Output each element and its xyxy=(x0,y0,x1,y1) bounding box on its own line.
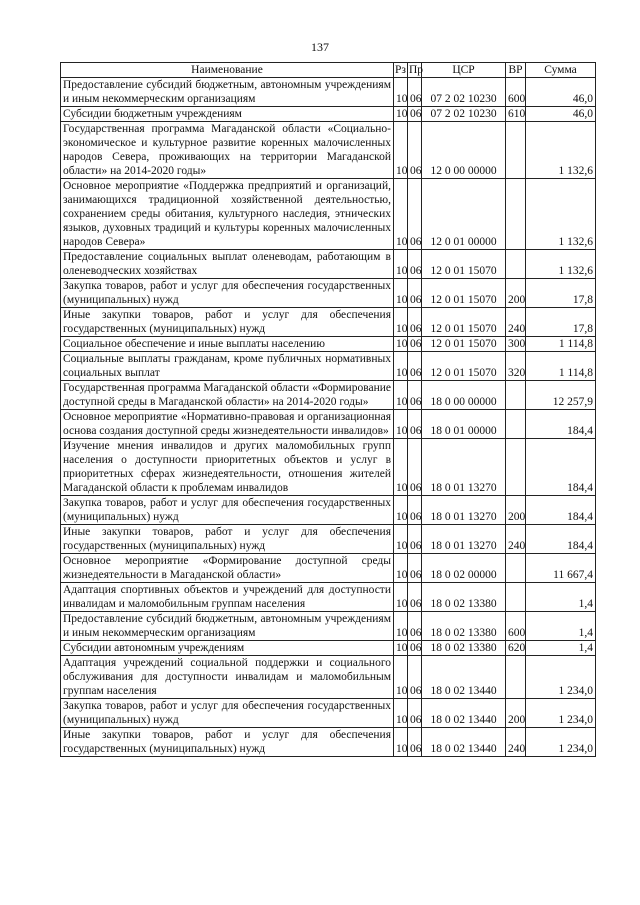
cell-rz: 10 xyxy=(394,699,408,728)
cell-sum: 184,4 xyxy=(526,410,596,439)
cell-vr xyxy=(506,381,526,410)
cell-name: Изучение мнения инвалидов и других маломобильных групп населения о доступности приоритетных объектов и услуг в приоритетных сферах жизнедеятельности, отношения жителей Магаданской области к проблемам инвалидов xyxy=(61,439,394,496)
cell-sum: 1,4 xyxy=(526,641,596,656)
cell-rz: 10 xyxy=(394,179,408,250)
cell-csr: 18 0 02 13440 xyxy=(422,656,506,699)
cell-sum: 17,8 xyxy=(526,279,596,308)
cell-sum: 1 234,0 xyxy=(526,728,596,757)
cell-sum: 1 132,6 xyxy=(526,122,596,179)
cell-vr: 610 xyxy=(506,107,526,122)
cell-pr: 06 xyxy=(408,439,422,496)
table-header xyxy=(61,63,596,78)
cell-rz: 10 xyxy=(394,279,408,308)
cell-csr: 12 0 01 15070 xyxy=(422,337,506,352)
table-row xyxy=(61,699,596,728)
cell-csr: 12 0 00 00000 xyxy=(422,122,506,179)
header-row xyxy=(61,63,596,78)
cell-rz: 10 xyxy=(394,337,408,352)
table-row xyxy=(61,179,596,250)
table-row xyxy=(61,656,596,699)
cell-csr: 12 0 01 15070 xyxy=(422,279,506,308)
cell-rz: 10 xyxy=(394,612,408,641)
cell-name: Субсидии бюджетным учреждениям xyxy=(61,107,394,122)
cell-vr: 240 xyxy=(506,525,526,554)
table-row xyxy=(61,250,596,279)
table-row xyxy=(61,122,596,179)
column-header-pr: Пр xyxy=(409,64,424,76)
cell-vr: 600 xyxy=(506,78,526,107)
cell-pr: 06 xyxy=(408,337,422,352)
cell-vr: 200 xyxy=(506,279,526,308)
cell-csr: 18 0 02 13380 xyxy=(422,612,506,641)
cell-name: Адаптация спортивных объектов и учреждений для доступности инвалидам и маломобильным группам населения xyxy=(61,583,394,612)
table-row xyxy=(61,496,596,525)
cell-rz: 10 xyxy=(394,122,408,179)
cell-csr: 18 0 02 13380 xyxy=(422,641,506,656)
cell-vr xyxy=(506,410,526,439)
cell-pr: 06 xyxy=(408,279,422,308)
column-header-vr: ВР xyxy=(506,63,526,78)
cell-csr: 12 0 01 15070 xyxy=(422,308,506,337)
cell-rz: 10 xyxy=(394,496,408,525)
cell-name: Социальное обеспечение и иные выплаты населению xyxy=(61,337,394,352)
cell-csr: 12 0 01 15070 xyxy=(422,250,506,279)
cell-pr: 06 xyxy=(408,78,422,107)
cell-pr: 06 xyxy=(408,554,422,583)
cell-pr: 06 xyxy=(408,410,422,439)
cell-sum: 1 132,6 xyxy=(526,250,596,279)
cell-vr: 300 xyxy=(506,337,526,352)
column-header-name: Наименование xyxy=(61,63,394,78)
cell-vr: 200 xyxy=(506,496,526,525)
cell-vr xyxy=(506,179,526,250)
table-row xyxy=(61,728,596,757)
cell-name: Субсидии автономным учреждениям xyxy=(61,641,394,656)
cell-sum: 12 257,9 xyxy=(526,381,596,410)
table-row xyxy=(61,107,596,122)
cell-csr: 18 0 02 00000 xyxy=(422,554,506,583)
cell-vr: 240 xyxy=(506,728,526,757)
cell-name: Закупка товаров, работ и услуг для обеспечения государственных (муниципальных) нужд xyxy=(61,279,394,308)
cell-csr: 18 0 01 13270 xyxy=(422,525,506,554)
cell-vr xyxy=(506,554,526,583)
cell-csr: 18 0 02 13380 xyxy=(422,583,506,612)
cell-name: Закупка товаров, работ и услуг для обеспечения государственных (муниципальных) нужд xyxy=(61,699,394,728)
cell-pr: 06 xyxy=(408,728,422,757)
cell-csr: 18 0 02 13440 xyxy=(422,699,506,728)
cell-csr: 18 0 01 13270 xyxy=(422,439,506,496)
cell-sum: 17,8 xyxy=(526,308,596,337)
cell-csr: 18 0 02 13440 xyxy=(422,728,506,757)
cell-vr: 240 xyxy=(506,308,526,337)
column-header-rz: Рз xyxy=(395,64,406,76)
cell-name: Основное мероприятие «Нормативно-правовая и организационная основа создания доступной среды жизнедеятельности инвалидов» xyxy=(61,410,394,439)
cell-rz: 10 xyxy=(394,250,408,279)
cell-rz: 10 xyxy=(394,352,408,381)
cell-rz: 10 xyxy=(394,656,408,699)
cell-name: Иные закупки товаров, работ и услуг для обеспечения государственных (муниципальных) нужд xyxy=(61,308,394,337)
cell-vr: 600 xyxy=(506,612,526,641)
cell-csr: 07 2 02 10230 xyxy=(422,78,506,107)
cell-rz: 10 xyxy=(394,107,408,122)
cell-vr xyxy=(506,656,526,699)
cell-pr: 06 xyxy=(408,122,422,179)
cell-name: Закупка товаров, работ и услуг для обеспечения государственных (муниципальных) нужд xyxy=(61,496,394,525)
table-row xyxy=(61,641,596,656)
cell-sum: 1 114,8 xyxy=(526,352,596,381)
cell-rz: 10 xyxy=(394,583,408,612)
cell-csr: 12 0 01 15070 xyxy=(422,352,506,381)
cell-rz: 10 xyxy=(394,308,408,337)
table-row xyxy=(61,279,596,308)
cell-sum: 184,4 xyxy=(526,525,596,554)
cell-rz: 10 xyxy=(394,381,408,410)
cell-name: Социальные выплаты гражданам, кроме публичных нормативных социальных выплат xyxy=(61,352,394,381)
cell-name: Адаптация учреждений социальной поддержки и социального обслуживания для доступности инвалидам и маломобильным группам населения xyxy=(61,656,394,699)
cell-pr: 06 xyxy=(408,699,422,728)
cell-vr xyxy=(506,583,526,612)
cell-vr xyxy=(506,439,526,496)
cell-pr: 06 xyxy=(408,525,422,554)
cell-rz: 10 xyxy=(394,439,408,496)
cell-sum: 11 667,4 xyxy=(526,554,596,583)
cell-sum: 1 132,6 xyxy=(526,179,596,250)
cell-sum: 1,4 xyxy=(526,583,596,612)
cell-csr: 18 0 00 00000 xyxy=(422,381,506,410)
cell-pr: 06 xyxy=(408,641,422,656)
cell-csr: 07 2 02 10230 xyxy=(422,107,506,122)
table-row xyxy=(61,381,596,410)
cell-name: Иные закупки товаров, работ и услуг для обеспечения государственных (муниципальных) нужд xyxy=(61,728,394,757)
table-row xyxy=(61,525,596,554)
cell-pr: 06 xyxy=(408,107,422,122)
cell-sum: 184,4 xyxy=(526,496,596,525)
cell-name: Предоставление субсидий бюджетным, автономным учреждениям и иным некоммерческим организациям xyxy=(61,78,394,107)
cell-vr: 200 xyxy=(506,699,526,728)
table-row xyxy=(61,439,596,496)
cell-pr: 06 xyxy=(408,656,422,699)
cell-name: Основное мероприятие «Формирование доступной среды жизнедеятельности в Магаданской области» xyxy=(61,554,394,583)
cell-name: Предоставление субсидий бюджетным, автономным учреждениям и иным некоммерческим организациям xyxy=(61,612,394,641)
cell-pr: 06 xyxy=(408,352,422,381)
cell-rz: 10 xyxy=(394,525,408,554)
cell-sum: 184,4 xyxy=(526,439,596,496)
cell-csr: 18 0 01 00000 xyxy=(422,410,506,439)
cell-name: Предоставление социальных выплат оленеводам, работающим в оленеводческих хозяйствах xyxy=(61,250,394,279)
cell-vr: 620 xyxy=(506,641,526,656)
cell-vr xyxy=(506,250,526,279)
table-row xyxy=(61,308,596,337)
cell-sum: 1 114,8 xyxy=(526,337,596,352)
cell-vr: 320 xyxy=(506,352,526,381)
table-row xyxy=(61,554,596,583)
cell-rz: 10 xyxy=(394,410,408,439)
table-row xyxy=(61,337,596,352)
column-header-csr: ЦСР xyxy=(422,63,506,78)
budget-table xyxy=(60,62,596,757)
cell-pr: 06 xyxy=(408,250,422,279)
table-row xyxy=(61,583,596,612)
table-row xyxy=(61,78,596,107)
cell-name: Государственная программа Магаданской области «Социально-экономическое и культурное развитие коренных малочисленных народов Севера, проживающих на территории Магаданской области» на 2014-2020 годы» xyxy=(61,122,394,179)
cell-sum: 46,0 xyxy=(526,78,596,107)
cell-sum: 1 234,0 xyxy=(526,699,596,728)
page-number: 137 xyxy=(311,40,329,54)
cell-rz: 10 xyxy=(394,641,408,656)
cell-rz: 10 xyxy=(394,554,408,583)
cell-pr: 06 xyxy=(408,381,422,410)
cell-name: Основное мероприятие «Поддержка предприятий и организаций, занимающихся традиционной хозяйственной деятельностью, сохранением среды обитания, культурного наследия, этнических языков, духовных традиций и культуры коренных малочисленных народов Севера» xyxy=(61,179,394,250)
cell-name: Иные закупки товаров, работ и услуг для обеспечения государственных (муниципальных) нужд xyxy=(61,525,394,554)
cell-pr: 06 xyxy=(408,179,422,250)
cell-sum: 1 234,0 xyxy=(526,656,596,699)
cell-pr: 06 xyxy=(408,583,422,612)
cell-vr xyxy=(506,122,526,179)
table-row xyxy=(61,612,596,641)
cell-pr: 06 xyxy=(408,612,422,641)
cell-sum: 1,4 xyxy=(526,612,596,641)
table-row xyxy=(61,352,596,381)
cell-pr: 06 xyxy=(408,308,422,337)
cell-rz: 10 xyxy=(394,78,408,107)
cell-name: Государственная программа Магаданской области «Формирование доступной среды в Магаданской области» на 2014-2020 годы» xyxy=(61,381,394,410)
cell-sum: 46,0 xyxy=(526,107,596,122)
column-header-sum: Сумма xyxy=(526,63,596,78)
cell-pr: 06 xyxy=(408,496,422,525)
cell-rz: 10 xyxy=(394,728,408,757)
cell-csr: 12 0 01 00000 xyxy=(422,179,506,250)
cell-csr: 18 0 01 13270 xyxy=(422,496,506,525)
table-body xyxy=(61,78,596,757)
table-row xyxy=(61,410,596,439)
